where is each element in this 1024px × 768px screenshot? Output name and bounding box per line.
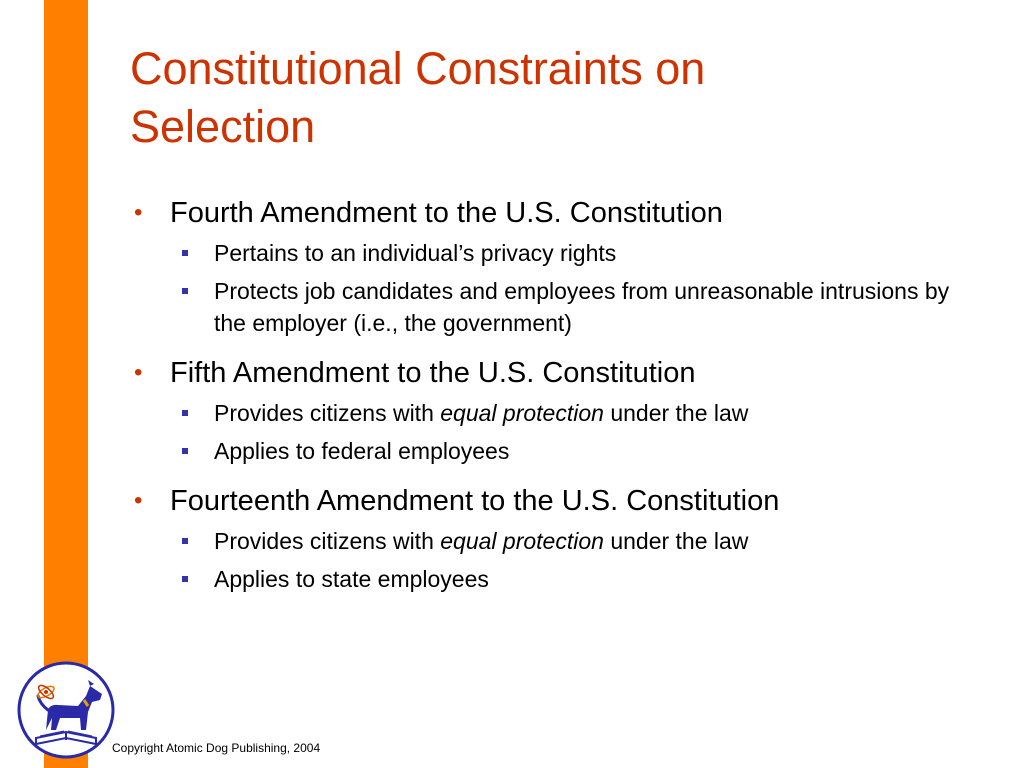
sub-bullet-text: Applies to state employees: [214, 566, 489, 592]
bullet-fourteenth-amendment: [130, 483, 980, 519]
bullet-group-fifth-amendment: [130, 355, 980, 467]
bullet-fifth-amendment: [130, 355, 980, 391]
square-bullet-icon: [182, 448, 188, 454]
bullet-text: Fourteenth Amendment to the U.S. Constitution: [170, 485, 780, 517]
copyright-footer: Copyright Atomic Dog Publishing, 2004: [112, 741, 321, 755]
bullet-dot-icon: •: [134, 199, 143, 226]
sub-bullet-emphasis: equal protection: [440, 400, 604, 426]
sub-bullet-text: Provides citizens with: [214, 400, 441, 426]
sub-bullet-text: Pertains to an individual’s privacy rights: [214, 240, 617, 266]
sub-bullet-text-end: under the law: [603, 528, 749, 554]
square-bullet-icon: [182, 250, 188, 256]
slide-title-line-1: Constitutional Constraints on: [130, 43, 706, 94]
sub-bullet-federal-employees: [130, 435, 980, 467]
bullet-list: [130, 195, 980, 611]
square-bullet-icon: [182, 288, 188, 294]
sub-bullet-text: Applies to federal employees: [214, 438, 510, 464]
bullet-group-fourteenth-amendment: [130, 483, 980, 595]
bullet-dot-icon: •: [134, 487, 143, 514]
bullet-dot-icon: •: [134, 359, 143, 386]
square-bullet-icon: [182, 410, 188, 416]
bullet-fourth-amendment: [130, 195, 980, 231]
bullet-text: Fourth Amendment to the U.S. Constitution: [170, 197, 723, 229]
sub-bullet-text: Protects job candidates and employees from unreasonable intrusions by the employer (i.e., the government): [214, 278, 950, 336]
sub-bullet-privacy-rights: [130, 237, 980, 269]
slide-title-line-2: Selection: [130, 101, 316, 152]
slide-title: [130, 40, 990, 156]
sub-bullet-state-employees: [130, 563, 980, 595]
atomic-dog-logo-icon: [16, 660, 116, 760]
square-bullet-icon: [182, 576, 188, 582]
sub-bullet-unreasonable-intrusions: [130, 275, 980, 339]
sub-bullet-emphasis: equal protection: [440, 528, 604, 554]
square-bullet-icon: [182, 538, 188, 544]
sub-bullet-text: Provides citizens with: [214, 528, 441, 554]
sub-bullet-equal-protection: [130, 525, 980, 557]
bullet-group-fourth-amendment: [130, 195, 980, 339]
sub-bullet-text-end: under the law: [603, 400, 749, 426]
orange-accent-bar: [44, 0, 88, 768]
sub-bullet-equal-protection: [130, 397, 980, 429]
bullet-text: Fifth Amendment to the U.S. Constitution: [170, 357, 696, 389]
